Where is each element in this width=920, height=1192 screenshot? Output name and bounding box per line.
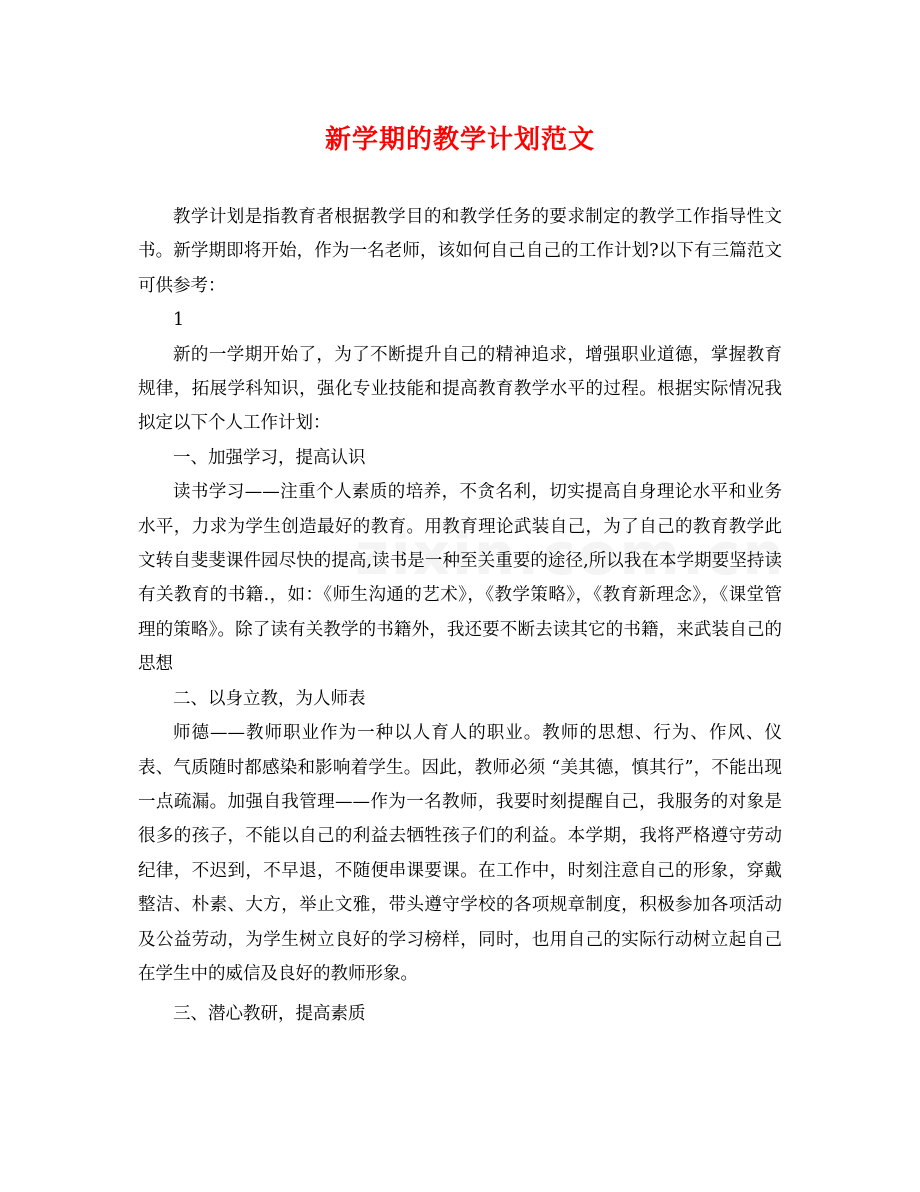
document-body <box>138 200 782 1032</box>
paragraph-section-2: 师德——教师职业作为一种以人育人的职业。教师的思想、行为、作风、仪表、气质随时都感染和影响着学生。因此，教师必须 “美其德，慎其行”，不能出现一点疏漏。加强自我管理——作为一名教师，我要时刻提醒自己，我服务的对象是很多的孩子，不能以自己的利益去牺牲孩子们的利益。本学期，我将严格遵守劳动纪律，不迟到，不早退，不随便串课要课。在工作中，时刻注意自己的形象，穿戴整洁、朴素、大方，举止文雅，带头遵守学校的各项规章制度，积极参加各项活动及公益劳动，为学生树立良好的学习榜样，同时，也用自己的实际行动树立起自己在学生中的威信及良好的教师形象。 <box>138 723 782 984</box>
heading-section-2: 二、以身立教，为人师表 <box>173 688 366 709</box>
heading-section-3: 三、潜心教研，提高素质 <box>173 1004 366 1025</box>
document-title: 新学期的教学计划范文 <box>324 125 595 155</box>
heading-section-1: 一、加强学习，提高认识 <box>173 447 366 468</box>
paragraph-opening: 新的一学期开始了，为了不断提升自己的精神追求，增强职业道德，掌握教育规律，拓展学科知识，强化专业技能和提高教育教学水平的过程。根据实际情况我拟定以下个人工作计划： <box>138 344 782 434</box>
paragraph-section-1: 读书学习——注重个人素质的培养，不贪名利，切实提高自身理论水平和业务水平，力求为学生创造最好的教育。用教育理论武装自己，为了自己的教育教学此文转自斐斐课件园尽快的提高,读书是一种至关重要的途径,所以我在本学期要坚持读有关教育的书籍.，如：《师生沟通的艺术》，《教学策略》，《教育新理念》，《课堂管理的策略》。除了读有关教学的书籍外，我还要不断去读其它的书籍，来武装自己的思想 <box>138 482 782 675</box>
section-number: 1 <box>173 310 185 331</box>
paragraph-intro: 教学计划是指教育者根据教学目的和教学任务的要求制定的教学工作指导性文书。新学期即将开始，作为一名老师，该如何自己自己的工作计划?以下有三篇范文可供参考： <box>138 207 782 296</box>
